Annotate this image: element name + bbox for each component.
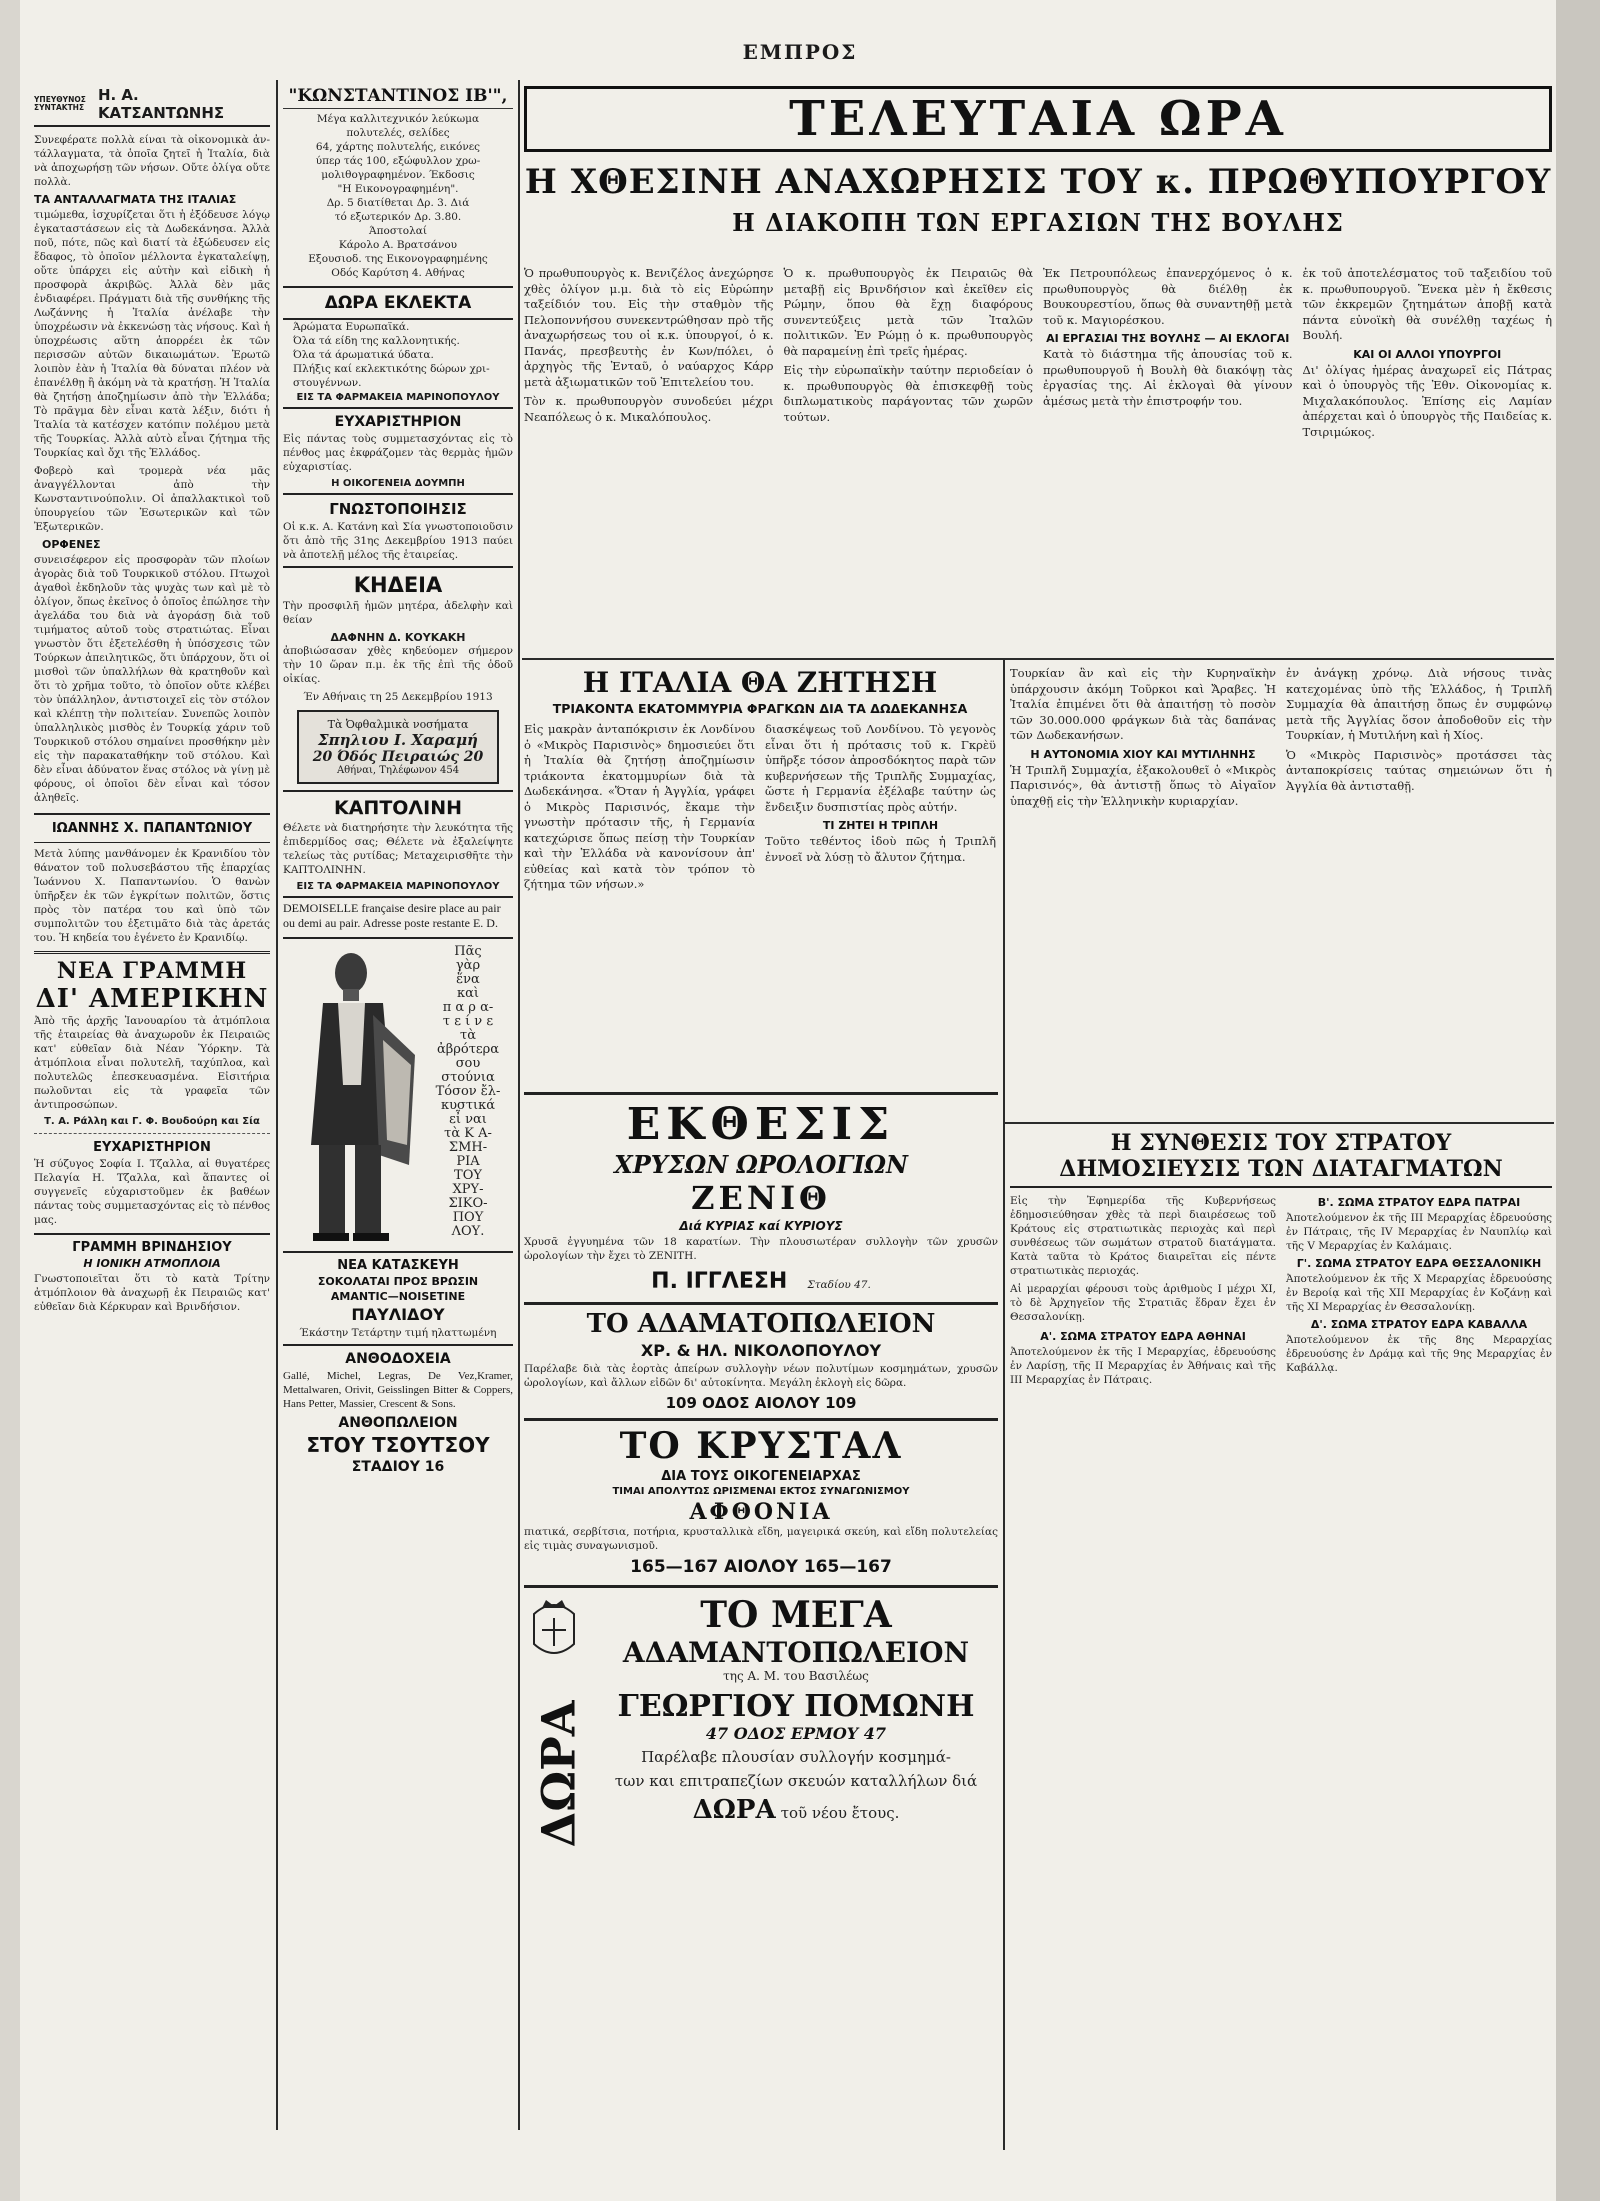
mega-1: ΤΟ ΜΕΓΑ	[700, 1594, 892, 1636]
adamant-owner: ΧΡ. & ΗΛ. ΝΙΚΟΛΟΠΟΥΛΟΥ	[640, 1341, 882, 1360]
optical-city: Αθήναι, Τηλέφωνον 454	[336, 765, 460, 776]
banner-box	[524, 86, 1552, 156]
krystal-abundant: ΑΦΘΟΝΙΑ	[689, 1499, 833, 1525]
fashion-word: ΤΟΥ	[454, 1168, 482, 1183]
ad-text: πιατικά, σερβίτσια, ποτήρια, κρυσταλλικὰ εἴδη, μαγειρικά σκεύη, καὶ εἴδη πολυτελείας εἰς τιμὰς συναγωνισμοῦ.	[524, 1526, 998, 1552]
army-article	[1010, 1130, 1552, 2130]
mega-7: των και επιτραπεζίων σκευών καταλλήλων διά	[614, 1771, 978, 1790]
ad-text: Παρέλαβε διὰ τὰς ἑορτὰς ἀπείρων συλλογὴν νέων πολυτίμων κοσμημάτων, χρυσῶν ὡρολογίων, καὶ ἄλλων εἰδῶν δι' αὐτοκίνητα. Μεγάλη ἐκλογὴ εἰς δῶρα.	[524, 1363, 998, 1389]
article-text: Φοβερὸ καὶ τρομερὰ νέα μᾶς ἀναγγέλλονται ἀπὸ τὴν Κωνσταντινούπολιν. Οἱ ἀπαλλακτικοὶ τοῦ ὑπουργείου τῶν Ἐσωτερικῶν καὶ τῶν Ἐξωτερικῶν.	[34, 465, 270, 533]
fashion-word: εἶ ναι	[449, 1112, 487, 1127]
article-text: Συνεφέρατε πολλὰ είναι τὰ οἰκονομικὰ ἀντάλλαγματα, τὰ ὁποῖα ζητεῖ ἡ Ἰταλία, διὰ νὰ ἀποχωρήσῃ τῶν νήσων. Οὔτε ὀλίγα οὔτε πολλὰ.	[34, 134, 270, 188]
headline-1: Η ΧΘΕΣΙΝΗ ΑΝΑΧΩΡΗΣΙΣ ΤΟΥ κ. ΠΡΩΘΥΠΟΥΡΓΟΥ	[524, 162, 1552, 202]
notices-box	[283, 493, 513, 518]
brindisi-sub: Η ΙΟΝΙΚΗ ΑΤΜΟΠΛΟΙΑ	[83, 1257, 221, 1270]
chios-sub: Η ΑΥΤΟΝΟΜΙΑ ΧΙΟΥ ΚΑΙ ΜΥΤΙΛΗΝΗΣ	[1030, 747, 1256, 761]
adamant-addr: 109 ΟΔΟΣ ΑΙΟΛΟΥ 109	[665, 1394, 857, 1412]
article-text: τιμώμεθα, ἰσχυρίζεται ὅτι ἡ ἐξόδευσε λόγῳ ἐγκαταστάσεων εἰς τὰ Δωδεκάνησα. Ἀλλὰ ποῦ, πότε, πῶς καὶ διατί τὰ ἐξώδευσεν εἰς ἔδαφος, τὸ ὁποῖον μέλλοντα ἐγκαταλείψῃ, οὔτε ὑπάρχει εἰς αὐτὴν καὶ εἰδικὴ ἡ προσφορὰ ἀκριβῶς. Ἀλλὰ δὲν μᾶς ἐνδιαφέρει. Πράγματι διὰ τῆς συνθήκης τῆς Λωζάννης ἡ Ἰταλία ἀνέλαβε τὴν ὑποχρέωσιν νὰ ἐκκενώσῃ τὰς νήσους. Καὶ ἡ ὑποχρέωσις αὕτη ἀπορρέει ἐκ τῶν περισσῶν αὐτῶν δικαιωμάτων. Ἐρωτῶ λοιπὸν ἐὰν ἡ Ἰταλία θὰ δύναται πλέον νὰ ἐπανέλθῃ ἢ ἀκόμη νὰ τὰ κρατήσῃ. Ἡ Ἰταλία θὰ ζητήσῃ ἀποζημίωσιν ἀπὸ τὴν Ἑλλάδα; Τὸ πρᾶγμα δὲν εἶναι κατὰ λέξιν, διότι ἡ Ἰταλία τὰ κατέσχεν κατόπιν πολέμου μετὰ τῆς Τουρκίας. Ἀλλὰ αὐτὸ εἶναι ζήτημα τῆς Τουρκίας καὶ ὄχι τῆς Ἑλλάδος.	[34, 209, 270, 459]
article-column	[765, 722, 996, 897]
ads-column	[524, 1092, 998, 2142]
optical-doctor: Σπηλιου Ι. Χαραμή	[318, 731, 478, 749]
konst-line: Δρ. 5 διατίθεται Δρ. 3. Διά	[326, 197, 470, 209]
fashion-word: κυστικά	[440, 1098, 496, 1113]
konst-line: πολυτελές, σελίδες	[346, 127, 450, 139]
article-text: Ἡ Τριπλῆ Συμμαχία, ἐξακολουθεῖ ὁ «Μικρὸς Παρισινός», θὰ ἀντιστῇ ὅπως τὸ Αἰγαῖον ὑπαχθῇ εἰς τὴν Ἑλληνικὴν κυριαρχίαν.	[1010, 762, 1276, 808]
ekthesis-sub: ΧΡΥΣΩΝ ΩΡΟΛΟΓΙΩΝ	[614, 1150, 908, 1179]
mega-2: ΑΔΑΜΑΝΤΟΠΩΛΕΙΟΝ	[622, 1636, 970, 1669]
agents: Τ. Α. Ράλλη και Γ. Φ. Βουδούρη και Σία	[44, 1116, 260, 1127]
konst-line: τό εξωτερικόν Δρ. 3.80.	[334, 211, 462, 223]
article-text: Εἰς τὴν εὐρωπαϊκὴν ταύτην περιοδείαν ὁ κ. πρωθυπουργὸς θὰ ἐπισκεφθῇ τοὺς διπλωματικοὺς παράγοντας τῶν χωρῶν τούτων.	[783, 363, 1033, 424]
funeral-text: ἀποβιώσασαν χθὲς κηδεύομεν σήμερον τὴν 10 ὥραν π.μ. ἐκ τῆς ἐπὶ τῆς ὁδοῦ οἰκίας.	[283, 645, 513, 685]
zenith: ΖΕΝΙΘ	[691, 1179, 831, 1217]
konst-line: Μέγα καλλιτεχνικόν λεύκωμα	[316, 113, 480, 125]
konst-line: Άποστολαί	[369, 225, 427, 237]
fashion-words	[433, 945, 503, 1245]
dora-shop: ΕΙΣ ΤΑ ΦΑΡΜΑΚΕΙΑ ΜΑΡΙΝΟΠΟΥΛΟΥ	[296, 392, 500, 403]
masthead: ΕΜΠΡΟΣ	[742, 40, 858, 64]
article-text: Ἐκ Πετρουπόλεως ἐπανερχόμενος ὁ κ. πρωθυπουργὸς θὰ διέλθῃ ἐκ Βουκουρεστίου, ὅπως θὰ συναντηθῇ μετὰ τοῦ κ. Μαγιορέσκου.	[1043, 266, 1293, 327]
notice-text: Οἱ κ.κ. Α. Κατάνη καὶ Σία γνωστοποιοῦσιν ὅτι ἀπὸ τῆς 31ης Δεκεμβρίου 1913 παύει νὰ ἀποτελῇ μέλος τῆς ἑταιρείας.	[283, 521, 513, 561]
mega-ad	[524, 1585, 998, 1848]
article-column	[1286, 666, 1552, 1116]
ad-text: Ἀπὸ τῆς ἀρχῆς Ἰανουαρίου τὰ ἀτμόπλοια τῆς ἑταιρείας θὰ ἀναχωροῦν ἐκ Πειραιῶς κατ' εὐθεῖαν διὰ Νέαν Ὑόρκην. Τὰ ἀτμόπλοια εἶναι πολυτελῆ, ταχύπλοα, καὶ πολυτελῶς ἐπεσκευασμένα. Εἰσιτήρια πωλοῦνται εἰς τὰ γραφεῖα τῶν ἀντιπροσώπων.	[34, 1015, 270, 1111]
dora-list	[283, 320, 513, 390]
scan-edge-right	[1556, 0, 1600, 2201]
ekthesis-addr: Σταδίου 47.	[807, 1279, 871, 1291]
divider	[34, 1133, 270, 1134]
italy-continued	[1010, 666, 1552, 1116]
article-text: Ἀποτελούμενον ἐκ τῆς 8ης Μεραρχίας ἑδρευούσης ἐν Δράμᾳ καὶ τῆς 9ης Μεραρχίας ἐν Καβάλλᾳ.	[1286, 1334, 1552, 1374]
column-rule	[518, 80, 520, 2130]
choc-shop: ΠΑΥΛΙΔΟΥ	[351, 1305, 445, 1324]
mega-side	[524, 1594, 594, 1848]
italy-body	[524, 722, 996, 897]
army-body	[1010, 1194, 1552, 1391]
sub-works: ΑΙ ΕΡΓΑΣΙΑΙ ΤΗΣ ΒΟΥΛΗΣ — ΑΙ ΕΚΛΟΓΑΙ	[1046, 332, 1290, 345]
crest-icon	[524, 1594, 584, 1664]
choc-brand: AMANTIC—NOISETINE	[330, 1290, 466, 1303]
italy-head: Η ΙΤΑΛΙΑ ΘΑ ΖΗΤΗΣΗ	[582, 666, 938, 699]
article-text: Κατὰ τὸ διάστημα τῆς ἀπουσίας τοῦ κ. πρωθυπουργοῦ ἡ Βουλὴ θὰ διακόψῃ τὰς ἐργασίας της. Αἱ ἐκλογαὶ θὰ γίνουν ἀμέσως μετὰ τὴν ἐπιστροφήν του.	[1043, 347, 1293, 408]
column-rule	[1003, 660, 1005, 2150]
brindisi-box	[34, 1233, 270, 1270]
konst-line: Οδός Καρύτση 4. Αθήνας	[331, 267, 465, 279]
anthodochia-ad	[283, 1344, 513, 1475]
florist-1: ΑΝΘΟΠΩΛΕΙΟΝ	[338, 1415, 458, 1431]
article-text: συνεισέφερον εἰς προσφορὰν τῶν πλοίων ἀγορὰς διὰ τοῦ Τουρκικοῦ στόλου. Πτωχοὶ ἀγαθοὶ ἐκδηλοῦν τὰς ψυχὰς των καὶ μὲ τὸ ὀλίγον, ὅπως ἐκεῖνος ὁ ὁποῖος ἐπώλησε τὴν ἀγελάδα του διὰ νὰ ἀγοράσῃ διὰ τοῦ τιμήματος αὐτοῦ τοὺς στρατιώτας. Εἶναι γνωστὸν ὅτι ἐξετελέσθη ἡ ὑπόσχεσις τῶν Τούρκων ἀπειλητικῶς, ὅτι ὑπάρχουν, ὅτι οἱ μισθοὶ τῶν ὑπαλλήλων θὰ κρατηθοῦν καὶ ὅτι τὸ χρῆμα τοῦτο, τὸ ὁποῖον οὔτε κλέβει τὸν ὑπάλληλον, ἀντιστοιχεῖ εἰς τὸν στόλον καὶ κλέπτῃ τὴν πολιτείαν. Συνεπῶς λοιπὸν ὑπαλληλικὸς μισθὸς ἐν Τουρκίᾳ χάριν τοῦ Τουρκικοῦ στόλου σημαίνει προσθήκην μὲν εἰς τὴν παρακαταθήκην τοῦ στόλου. Καὶ δὲν εἶναι ἀδύνατον ἕνας στόλος νὰ γίνῃ μὲ φόρους, οἱ ὁποῖοι δὲν εἶναι καὶ τόσον ἀληθεῖς.	[34, 554, 270, 804]
ekthesis-ad	[524, 1092, 998, 1296]
ekthesis-for: Διά ΚΥΡΙΑΣ καί ΚΥΡΙΟΥΣ	[679, 1219, 843, 1233]
anthodochia-heading: ΑΝΘΟΔΟΧΕΙΑ	[345, 1351, 451, 1367]
dora-item: στουγέννων.	[293, 377, 362, 389]
mega-8: τοῦ νέου ἔτους.	[780, 1803, 900, 1822]
demoiselle-ad: DEMOISELLE française desire place au pair ou demi au pair. Adresse poste restante E. D.	[283, 896, 513, 931]
article-text: Ὁ κ. πρωθυπουργὸς ἐκ Πειραιῶς θὰ μεταβῇ εἰς Βρινδήσιον καὶ ἐκεῖθεν εἰς Ρώμην, ὅπου θὰ ἔχῃ διαφόρους συνεντεύξεις μετὰ τῶν Ἰταλῶν πολιτικῶν. Ἐν Ρώμῃ ὁ κ. πρωθυπουργὸς θὰ παραμείνῃ ἐπὶ τρεῖς ἡμέρας.	[783, 266, 1033, 358]
krystal-ad	[524, 1418, 998, 1577]
konst-line: μολιθογραφημένον. Έκδοσις	[321, 169, 475, 181]
fashion-word: Πᾶς	[454, 944, 482, 959]
mega-6: Παρέλαβε πλουσίαν συλλογήν κοσμημά-	[641, 1747, 951, 1766]
article-text: Τὸν κ. πρωθυπουργὸν συνοδεύει μέχρι Νεαπόλεως ὁ κ. Μικαλόπουλος.	[524, 394, 774, 424]
choc-heading: ΝΕΑ ΚΑΤΑΣΚΕΥΗ	[337, 1258, 459, 1273]
article-text: διασκέψεως τοῦ Λονδίνου. Τὸ γεγονὸς εἶναι ὅτι ἡ πρότασις τοῦ κ. Γκρὲϋ ὑπῆρξε τόσον ἀπροσδόκητος παρὰ τῶν κυβερνήσεων τῆς Τριπλῆς Συμμαχίας, ὥστε ἡ Γερμανία ἐξέλαβε ταύτην ὡς ἔνδειξιν δυσπιστίας πρὸς αὐτήν.	[765, 722, 996, 814]
konst-line: Κάρολο Α. Βρατσάνου	[338, 239, 458, 251]
article-text: ἐκ τοῦ ἀποτελέσματος τοῦ ταξειδίου τοῦ κ. πρωθυπουργοῦ. Ἕνεκα μὲν ἡ ἔκθεσις τῶν ἐκκρεμῶν ζητημάτων ἀποβῇ κατὰ πάντα εὐνοϊκὴ θὰ συνέλθῃ ταχέως ἡ Βουλή.	[1302, 266, 1552, 342]
konst-lines	[283, 112, 513, 280]
fashion-word: ΠΟΥ	[452, 1210, 484, 1225]
banner-title: ΤΕΛΕΥΤΑΙΑ ΩΡΑ	[789, 91, 1287, 147]
fashion-word: π α ρ α-	[442, 1000, 494, 1015]
dora-item: Πλήξις καί εκλεκτικότης δώρων χρι-	[293, 363, 490, 375]
fashion-word: σου	[455, 1056, 481, 1071]
ad-box	[34, 813, 270, 843]
thanks-sign: Η ΟΙΚΟΓΕΝΕΙΑ ΔΟΥΜΠΗ	[331, 478, 465, 489]
article-text: Εἰς μακρὰν ἀνταπόκρισιν ἐκ Λονδίνου ὁ «Μικρὸς Παρισινὸς» δημοσιεύει ὅτι ἡ Ἰταλία θὰ ζητήσῃ ἀποζημίωσιν τριάκοντα ἑκατομμυρίων διὰ τὰ Δωδεκάνησα. «Ὅταν ἡ Ἀγγλία, γράφει ὁ Μικρὸς Παρισινός, ἔκαμε τὴν γνωστὴν πρότασιν τῆς, ἡ Γερμανία κατεχώρισε ὅπως πείσῃ τὴν Τουρκίαν καὶ τὴν Ἑλλάδα νὰ κανονίσουν ἀπ' εὐθείας καὶ κατὰ τὸν τρόπον τὸ ζήτημα τῶν νήσων.»	[524, 722, 755, 891]
article-column	[1010, 1194, 1276, 1391]
mega-5: 47 ΟΔΟΣ ΕΡΜΟΥ 47	[705, 1723, 887, 1743]
section-rule	[1005, 1122, 1554, 1124]
tripli-sub: ΤΙ ΖΗΤΕΙ Η ΤΡΙΠΛΗ	[822, 819, 939, 832]
notices-heading: ΓΝΩΣΤΟΠΟΙΗΣΙΣ	[329, 500, 467, 518]
dora-item: Όλα τά είδη της καλλονητικής.	[293, 335, 460, 347]
italy-heading: ΤΑ ΑΝΤΑΛΛΑΓΜΑΤΑ ΤΗΣ ΙΤΑΛΙΑΣ	[34, 193, 237, 206]
thanks-text: Εἰς πάντας τοὺς συμμετασχόντας εἰς τὸ πένθος μας ἐκφράζομεν τὰς θερμὰς ἡμῶν εὐχαριστίας.	[283, 433, 513, 473]
fashion-word: γὰρ	[455, 958, 481, 973]
ad-name: ΙΩΑΝΝΗΣ Χ. ΠΑΠΑΝΤΩΝΙΟΥ	[51, 821, 253, 836]
konst-line: "Η Εικονογραφημένη".	[337, 183, 459, 195]
fashion-word: τ ε ί ν ε	[442, 1014, 494, 1029]
headline-2: Η ΔΙΑΚΟΠΗ ΤΩΝ ΕΡΓΑΣΙΩΝ ΤΗΣ ΒΟΥΛΗΣ	[732, 208, 1344, 237]
mega-4: ΓΕΩΡΓΙΟΥ ΠΟΜΩΝΗ	[617, 1688, 975, 1724]
funeral-name: ΔΑΦΝΗΝ Δ. ΚΟΥΚΑΚΗ	[330, 631, 466, 644]
fashion-ad	[283, 937, 513, 1245]
orfanes-heading: ΟΡΦΕΝΕΣ	[42, 538, 101, 551]
column-rule	[276, 80, 278, 2130]
italy-sub: ΤΡΙΑΚΟΝΤΑ ΕΚΑΤΟΜΜΥΡΙΑ ΦΡΑΓΚΩΝ ΔΙΑ ΤΑ ΔΩΔΕΚΑΝΗΣΑ	[552, 701, 968, 716]
army-corps: Α'. ΣΩΜΑ ΣΤΡΑΤΟΥ ΕΔΡΑ ΑΘΗΝΑΙ	[1040, 1330, 1246, 1343]
editor-name: Η. Α. ΚΑΤΣΑΝΤΩΝΗΣ	[97, 86, 225, 122]
scan-edge-left	[0, 0, 20, 2201]
mega-vertical: ΔΩΡΑ	[531, 1700, 586, 1848]
column-1	[34, 86, 270, 2126]
brindisi-heading: ΓΡΑΜΜΗ ΒΡΙΝΔΗΣΙΟΥ	[72, 1240, 232, 1255]
main-headlines	[524, 162, 1552, 262]
article-column	[1010, 666, 1276, 1116]
fashion-word: τὰ	[460, 1028, 476, 1043]
line-title-1: ΝΕΑ ΓΡΑΜΜΗ	[56, 958, 248, 984]
dora-header	[283, 286, 513, 320]
column-2	[283, 86, 513, 2126]
fashion-word: ἀβρότερα	[436, 1042, 500, 1057]
optical-ad	[297, 710, 499, 784]
konst-line: Εξουσιοδ. της Εικονογραφημένης	[308, 253, 488, 265]
army-corps: Β'. ΣΩΜΑ ΣΤΡΑΤΟΥ ΕΔΡΑ ΠΑΤΡΑΙ	[1317, 1196, 1521, 1209]
army-sub: ΔΗΜΟΣΙΕΥΣΙΣ ΤΩΝ ΔΙΑΤΑΓΜΑΤΩΝ	[1010, 1156, 1552, 1188]
section-rule	[522, 658, 1554, 660]
konst-line: ύπερ τάς 100, εξώφυλλον χρω-	[315, 155, 481, 167]
ad-text: Χρυσᾶ ἐγγυημένα τῶν 18 καρατίων. Τὴν πλουσιωτέραν συλλογὴν τῶν χρυσῶν ὡρολογίων τὴν ἔχει τὸ ZENITH.	[524, 1236, 998, 1262]
ekthesis-title: ΕΚΘΕΣΙΣ	[626, 1099, 896, 1150]
funeral-date: Έν Αθήναις τη 25 Δεκεμβρίου 1913	[303, 691, 493, 703]
article-text: Ἀποτελούμενον ἐκ τῆς Ι Μεραρχίας, ἑδρευούσης ἐν Λαρίσῃ, τῆς ΙΙ Μεραρχίας ἐν Ἀθήναις καὶ τῆς ΙΙΙ Μεραρχίας ἐν Πάτραις.	[1010, 1346, 1276, 1386]
krystal-addr: 165—167 ΑΙΟΛΟΥ 165—167	[630, 1557, 892, 1577]
thanks-text: Ἡ σύζυγος Σοφία Ι. Τζαλλα, αἱ θυγατέρες Πελαγία Η. Τζαλλα, καὶ ἅπαντες οἱ συγγενεῖς εὐχαριστοῦμεν ἐκ βαθέων πάντας τοὺς συμμετασχόντας εἰς τὸ πένθος μας.	[34, 1158, 270, 1226]
article-text: Τοῦτο τεθέντος ἰδοὺ πῶς ἡ Τριπλῆ ἐννοεῖ νὰ λύσῃ τὸ ἄλυτον ζήτημα.	[765, 834, 996, 864]
optical-address: 20 Όδός Πειραιώς 20	[312, 749, 484, 765]
kapt-text: Θέλετε νὰ διατηρήσητε τὴν λευκότητα τῆς ἐπιδερμίδος σας; Θέλετε νὰ ἐξαλείψητε τελείως τὰς ρυτίδας; Μεταχειρισθῆτε τὴν ΚΑΠΤΟΛΙΝΗΝ.	[283, 822, 513, 876]
article-text: Αἱ μεραρχίαι φέρουσι τοὺς ἀριθμοὺς Ι μέχρι ΧΙ, τὸ δὲ Ἀρχηγεῖον τῆς Στρατιᾶς ἕδραν ἔχει ἐν Θεσσαλονίκῃ.	[1010, 1283, 1276, 1323]
article-column	[1286, 1194, 1552, 1391]
article-text: Εἰς τὴν Ἐφημερίδα τῆς Κυβερνήσεως ἐδημοσιεύθησαν χθὲς τὰ περὶ διαιρέσεως τοῦ Κράτους εἰς στρατιωτικὰς περιοχὰς καὶ περὶ συνθέσεως τῶν σωμάτων στρατοῦ διατάγματα. Κατὰ ταῦτα τὸ Κράτος διαιρεῖται εἰς πέντε στρατιωτικὰς περιοχάς.	[1010, 1195, 1276, 1277]
kapt-box	[283, 790, 513, 819]
konst-title: "ΚΩΝΣΤΑΝΤΙΝΟΣ ΙΒ'",	[283, 86, 513, 109]
kapt-heading: ΚΑΠΤΟΛΙΝΗ	[333, 797, 463, 819]
army-head: Η ΣΥΝΘΕΣΙΣ ΤΟΥ ΣΤΡΑΤΟΥ	[1110, 1130, 1452, 1156]
fashion-word: ΣΙΚΟ-	[448, 1196, 488, 1211]
ad-text: Μετὰ λύπης μανθάνομεν ἐκ Κρανιδίου τὸν θάνατον τοῦ πολυσεβάστου τῆς ἐπαρχίας Ἰωάννου Χ. Παπαντωνίου. Ὁ θανὼν ὑπῆρξεν ἐκ τῶν ἐγκρίτων πολιτῶν, ὅστις πρὸς τὸν πατέρα του καὶ ὑπὸ τῶν συμπολιτῶν του ἐξετιμᾶτο διὰ τὰς ἀρετάς του. Ἡ κηδεία του ἐγένετο ἐν Κρανιδίῳ.	[34, 848, 270, 944]
mega-3: της Α. Μ. του Βασιλέως	[723, 1669, 869, 1683]
funeral-heading: ΚΗΔΕΙΑ	[353, 573, 443, 597]
line-ad	[34, 951, 270, 1014]
mega-vertical-box	[530, 1684, 586, 1864]
fashion-word: ΣΜΗ-	[448, 1140, 488, 1155]
konst-line: 64, χάρτης πολυτελής, εικόνες	[315, 141, 481, 153]
optical-title: Τὰ Ὀφθαλμικὰ νοσήματα	[327, 718, 469, 731]
dora-item: Άρώματα Ευρωπαϊκά.	[293, 321, 410, 333]
adamant-ad	[524, 1302, 998, 1412]
krystal-prices: ΤΙΜΑΙ ΑΠΟΛΥΤΩΣ ΩΡΙΣΜΕΝΑΙ ΕΚΤΟΣ ΣΥΝΑΓΩΝΙΣΜΟΥ	[612, 1486, 910, 1497]
army-corps: Δ'. ΣΩΜΑ ΣΤΡΑΤΟΥ ΕΔΡΑ ΚΑΒΑΛΛΑ	[1310, 1318, 1528, 1331]
fashion-word: ΡΙΑ	[456, 1154, 480, 1169]
funeral-box	[283, 566, 513, 597]
florist-3: ΣΤΑΔΙΟΥ 16	[351, 1459, 445, 1475]
army-corps: Γ'. ΣΩΜΑ ΣΤΡΑΤΟΥ ΕΔΡΑ ΘΕΣΣΑΛΟΝΙΚΗ	[1296, 1257, 1542, 1270]
article-text: Ὁ πρωθυπουργὸς κ. Βενιζέλος ἀνεχώρησε χθὲς ὀλίγον μ.μ. διὰ τὸ εἰς Εὐρώπην ταξείδιόν του. Εἰς τὴν σταθμὸν τῆς Πελοποννήσου συνεκεντρώθησαν πρὸ τῆς ἀναχωρήσεως του οἱ κ.κ. ὑπουργοί, ὁ κ. Πανάς, πρεσβευτὴς ἐν Κων/πόλει, ὁ ἀρχηγὸς τῆς Ἐνταῦ, ὁ ναύαρχος Κάρρ μετὰ ἀξιωματικῶν τοῦ Ἐπιτελείου του.	[524, 266, 774, 389]
fashion-word: Τόσον ἔλ-	[435, 1084, 501, 1099]
article-column	[784, 266, 1034, 656]
article-text: Δι' ὀλίγας ἡμέρας ἀναχωρεῖ εἰς Πάτρας καὶ ὁ ὑπουργὸς τῆς Ἐθν. Οἰκονομίας κ. Μιχαλακόπουλος. Ἐπίσης εἰς Λαμίαν ἀπέρχεται καὶ ὁ ὑπουργὸς τῆς Παιδείας κ. Τσιριμώκος.	[1302, 362, 1552, 439]
dora-heading: ΔΩΡΑ ΕΚΛΕΚΤΑ	[324, 293, 472, 313]
fashion-word: στούνια	[441, 1070, 495, 1085]
ekthesis-footer	[524, 1267, 998, 1296]
fashion-word: ἕνα	[456, 972, 480, 987]
ekthesis-shop: Π. ΙΓΓΛΕΣΗ	[651, 1269, 788, 1294]
mega-body	[594, 1594, 998, 1825]
article-text: Ἀποτελούμενον ἐκ τῆς ΙΙΙ Μεραρχίας ἑδρευούσης ἐν Πάτραις, τῆς IV Μεραρχίας ἐν Ναυπλίῳ καὶ τῆς V Μεραρχίας ἐν Καλάμαις.	[1286, 1212, 1552, 1252]
choc-sub: ΣΟΚΟΛΑΤΑΙ ΠΡΟΣ ΒΡΩΣΙΝ	[317, 1275, 479, 1288]
banner-frame	[524, 86, 1552, 152]
ad-text: Γνωστοποιεῖται ὅτι τὸ κατὰ Τρίτην ἀτμόπλοιον θὰ ἀναχωρῇ ἐκ Πειραιῶς κατ' εὐθεῖαν διὰ Κέρκυραν καὶ Βρινδήσιον.	[34, 1273, 270, 1313]
fashion-word: ΛΟΥ.	[451, 1224, 485, 1239]
fashion-illustration	[283, 945, 433, 1245]
fashion-word: τὰ Κ Α-	[444, 1126, 492, 1141]
sub-ministers: ΚΑΙ ΟΙ ΑΛΛΟΙ ΥΠΟΥΡΓΟΙ	[1353, 347, 1502, 361]
article-text: Ὁ «Μικρὸς Παρισινὸς» προτάσσει τὰς ἀνταποκρίσεις ταύτας σημειώνων ὅτι ἡ Ἀγγλία θὰ ἀντισταθῇ.	[1286, 747, 1552, 793]
article-column	[524, 266, 774, 656]
choc-ad	[283, 1251, 513, 1340]
funeral-text: Τὴν προσφιλῆ ἡμῶν μητέρα, ἀδελφὴν καὶ θείαν	[283, 600, 513, 626]
article-column	[1303, 266, 1553, 656]
fashion-word: ΧΡΥ-	[452, 1182, 484, 1197]
fashion-word: καὶ	[456, 986, 479, 1001]
thanks-heading: ΕΥΧΑΡΙΣΤΗΡΙΟΝ	[334, 414, 462, 430]
anthodochia-text: Gallé, Michel, Legras, De Vez,Kramer, Mettalwaren, Orivit, Geisslingen Bitter & Coppers, Hans Petter, Massier, Crescent & Sons.	[283, 1370, 513, 1410]
adamant-title: ΤΟ ΑΔΑΜΑΤΟΠΩΛΕΙΟΝ	[586, 1309, 936, 1339]
choc-tail: Έκάστην Τετάρτην τιμή ηλαττωμένη	[299, 1327, 497, 1339]
editor-line	[34, 86, 270, 127]
krystal-sub: ΔΙΑ ΤΟΥΣ ΟΙΚΟΓΕΝΕΙΑΡΧΑΣ	[661, 1469, 861, 1484]
mega-dora: ΔΩΡΑ	[692, 1794, 776, 1825]
article-text: ἐν ἀνάγκῃ χρόνῳ. Διὰ νήσους τινὰς κατεχομένας ὑπὸ τῆς Ἑλλάδος, ἡ Τριπλῆ Συμμαχία θὰ ἀπαιτήσῃ ὅπως ἐν συμφώνῳ μετὰ τῆς Ἀγγλίας ὅσον ἀποδοθοῦν εἰς τὴν Τουρκίαν, ἡ Μυτιλήνη καὶ ἡ Χίος.	[1286, 666, 1552, 742]
mega-bottom	[594, 1795, 998, 1825]
thanks-box	[283, 407, 513, 430]
dora-item: Όλα τά άρωματικά ύδατα.	[293, 349, 434, 361]
article-text: Τουρκίαν ἂν καὶ εἰς τὴν Κυρηναϊκὴν ὑπάρχουσιν ἀκόμη Τοῦρκοι καὶ Ἄραβες. Ἡ Ἰταλία ἐπιμένει ὅτι θὰ ἀπαιτήσῃ τὸ ποσὸν τῶν 30.000.000 φράγκων διὰ τὰς δαπάνας τῶν Δωδεκανήσων.	[1010, 666, 1276, 742]
krystal-title: ΤΟ ΚΡΥΣΤΑΛ	[619, 1425, 903, 1467]
article-column	[1043, 266, 1293, 656]
article-text: Ἀποτελούμενον ἐκ τῆς Χ Μεραρχίας ἑδρευούσης ἐν Βεροίᾳ καὶ τῆς ΧΙΙ Μεραρχίας ἐν Κοζάνῃ καὶ τῆς ΧΙ Μεραρχίας ἐν Θεσσαλονίκῃ.	[1286, 1273, 1552, 1313]
main-article	[524, 266, 1552, 656]
italy-article	[524, 666, 996, 1086]
line-title-2: ΔΙ' ΑΜΕΡΙΚΗΝ	[35, 984, 269, 1014]
article-column	[524, 722, 755, 897]
thanks-heading: ΕΥΧΑΡΙΣΤΗΡΙΟΝ	[93, 1140, 211, 1155]
florist-2: ΣΤΟΥ ΤΣΟΥΤΣΟΥ	[306, 1433, 490, 1457]
editor-label: ΥΠΕΥΘΥΝΟΣ ΣΥΝΤΑΚΤΗΣ	[34, 95, 86, 112]
kapt-shop: ΕΙΣ ΤΑ ΦΑΡΜΑΚΕΙΑ ΜΑΡΙΝΟΠΟΥΛΟΥ	[296, 881, 500, 892]
